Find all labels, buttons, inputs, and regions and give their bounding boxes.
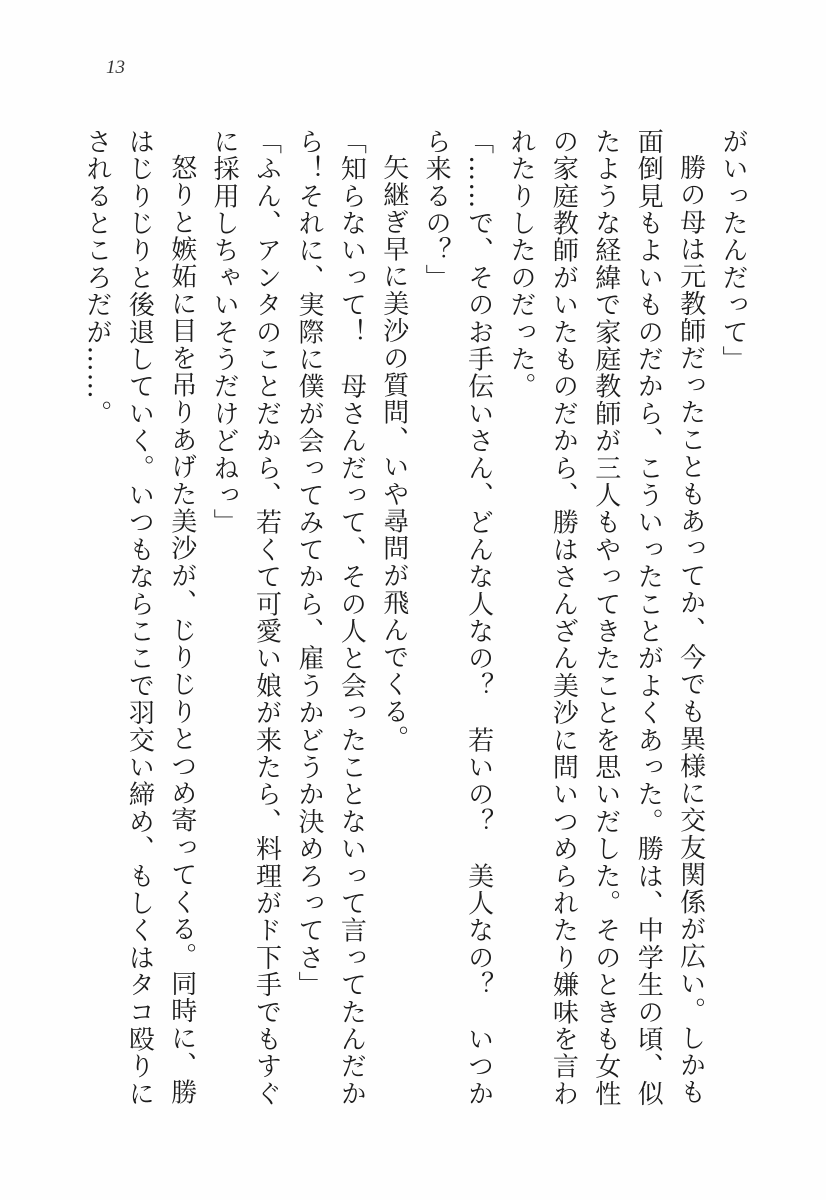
body-text — [76, 128, 755, 1128]
paragraph: 「……で、そのお手伝いさん、どんな人なの？ 若いの？ 美人なの？ いつから来るの？」 — [421, 128, 494, 1108]
paragraph: 怒りと嫉妬に目を吊りあげた美沙が、じりじりとつめ寄ってくる。同時に、勝はじりじりと後退していく。いつもならここで羽交い締め、もしくはタコ殴りにされるところだが……。 — [81, 128, 197, 1108]
paragraph: がいったんだって」 — [718, 128, 748, 373]
paragraph: 矢継ぎ早に美沙の質問、いや尋問が飛んでくる。 — [378, 154, 409, 753]
paragraph: 「知らないって！ 母さんだって、その人と会ったことないって言ってたんだから！それに、実際に僕が会ってみてから、雇うかどうか決めろってさ」 — [293, 128, 367, 1108]
paragraph: 「ふん、アンタのことだから、若くて可愛い娘が来たら、料理がド下手でもすぐに採用しちゃいそうだけどねっ」 — [209, 128, 282, 1108]
paragraph: 勝の母は元教師だったこともあってか、今でも異様に交友関係が広い。しかも面倒見もよいものだから、こういったことがよくあった。勝は、中学生の頃、似たような経緯で家庭教師が三人もやってきたことを思いだした。そのときも女性の家庭教師がいたものだから、勝はさんざん美沙に問いつめられたり嫌味を言われたりしたのだった。 — [505, 128, 706, 1108]
page-number: 13 — [106, 57, 125, 78]
